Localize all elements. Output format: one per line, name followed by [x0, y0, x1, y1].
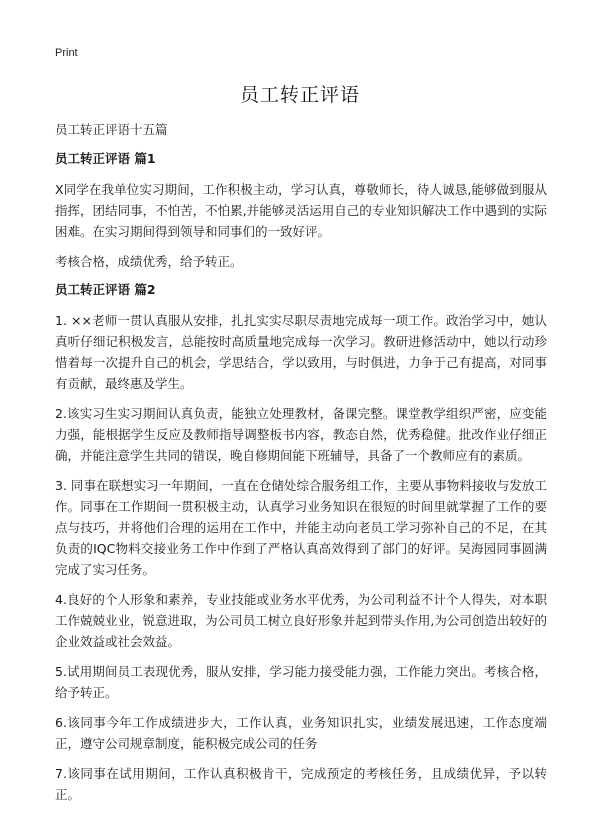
section-1-paragraph-1: X同学在我单位实习期间，工作积极主动，学习认真，尊敬师长，待人诚恳,能够做到服从指挥，团结同事，不怕苦，不怕累,并能够灵活运用自己的专业知识解决工作中遇到的实际困难。在实习期间得到领导和同事们的一致好评。: [55, 182, 547, 239]
section-2-paragraph-5: 5.试用期间员工表现优秀，服从安排，学习能力接受能力强，工作能力突出。考核合格，给予转正。: [55, 664, 547, 700]
print-label: Print: [55, 47, 78, 59]
document-body: [55, 150, 547, 805]
section-heading-1: 员工转正评语 篇1: [55, 151, 156, 166]
section-heading-2: 员工转正评语 篇2: [55, 282, 156, 297]
section-2-paragraph-6: 6.该同事今年工作成绩进步大，工作认真，业务知识扎实，业绩发展迅速，工作态度端正，遵守公司规章制度，能积极完成公司的任务: [55, 715, 547, 751]
section-2-paragraph-3: 3. 同事在联想实习一年期间，一直在仓储处综合服务组工作，主要从事物料接收与发放工作。同事在工作期间一贯积极主动，认真学习业务知识在很短的时间里就掌握了工作的要点与技巧，并将他们合理的运用在工作中，并能主动向老员工学习弥补自己的不足，在其负责的IQC物料交接业务工作中作到了严格认真高效得到了部门的好评。吴海园同事圆满完成了实习任务。: [55, 478, 547, 577]
section-1-paragraph-2: 考核合格，成绩优秀，给予转正。: [55, 254, 243, 269]
section-2-paragraph-7: 7.该同事在试用期间，工作认真积极肯干，完成预定的考核任务，且成绩优异，予以转正。: [55, 766, 547, 802]
section-2-paragraph-4: 4.良好的个人形象和素养，专业技能或业务水平优秀，为公司利益不计个人得失，对本职工作兢兢业业，锐意进取，为公司员工树立良好形象并起到带头作用,为公司创造出较好的企业效益或社会效益。: [55, 592, 547, 649]
section-2-paragraph-2: 2.该实习生实习期间认真负责，能独立处理教材，备课完整。课堂教学组织严密，应变能力强，能根据学生反应及教师指导调整板书内容，教态自然，优秀稳健。批改作业仔细正确，并能注意学生共同的错误，晚自修期间能下班辅导，具备了一个教师应有的素质。: [55, 406, 547, 463]
section-2-paragraph-1: 1. ××老师一贯认真服从安排，扎扎实实尽职尽责地完成每一项工作。政治学习中，她认真听仔细记积极发言，总能按时高质量地完成每一次学习。教研进修活动中，她以行动珍惜着每一次提升自己的机会，学思结合，学以致用，与时俱进，力争于己有提高，对同事有贡献，最终惠及学生。: [55, 313, 547, 391]
document-subtitle: 员工转正评语十五篇: [55, 122, 168, 137]
page-title: 员工转正评语: [239, 84, 360, 106]
